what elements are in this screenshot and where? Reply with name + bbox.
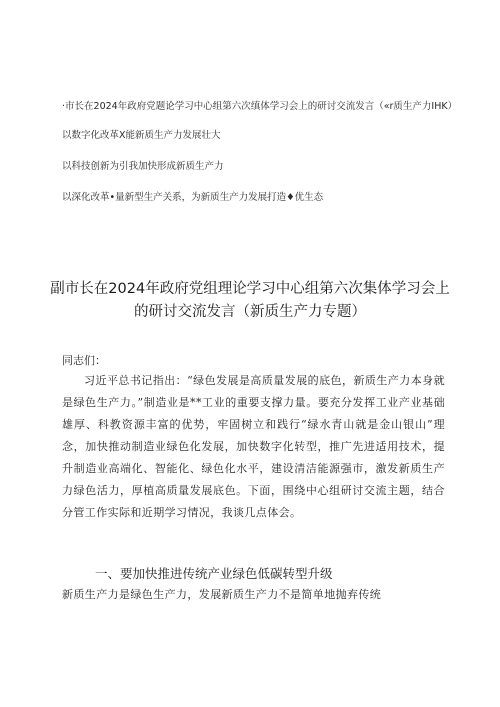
toc-item[interactable]: 以科技创新为引我加快形成新质生产力 — [62, 161, 224, 172]
section-paragraph — [62, 584, 445, 606]
section-heading: 一、要加快推进传统产业绿色低碳转型升级 — [95, 566, 333, 581]
table-of-contents — [62, 99, 462, 206]
body-paragraph-text: 习近平总书记指出：“绿色发展是高质量发展的底色，新质生产力本身就是绿色生产力。”制造业是**工业的重要支撑力量。要充分发挥工业产业基础雄厚、科教资源丰富的优势，牢固树立和践行“绿水青山就是金山银山”理念，加快推动制造业绿色化发展，加快数字化转型，推广先进适用技术，提升制造业高端化、智能化、绿色化水平，建设清洁能源强市，激发新质生产力绿色活力，厚植高质量发展底色。下面，围绕中心组研讨交流主题，结合分管工作实际和近期学习情况，我谈几点体会。 — [62, 374, 445, 519]
toc-item[interactable]: 以深化改革•量新型生产关系，为新质生产力发展打造♦优生态 — [62, 192, 324, 203]
toc-item[interactable]: ·市长在2024年政府党题论学习中心组第六次缜体学习会上的研讨交流发言（«r质生产力IHK） — [62, 101, 458, 112]
section-paragraph-text: 新质生产力是绿色生产力，发展新质生产力不是简单地抛弃传统 — [62, 588, 382, 601]
body-paragraph — [62, 370, 445, 524]
greeting: 同志们： — [62, 354, 106, 367]
document-title: 副市长在2024年政府党组理论学习中心组第六次集体学习会上的研讨交流发言（新质生产力专题） — [50, 281, 450, 320]
toc-item[interactable]: 以数字化改革X能新质生产力发展壮大 — [62, 130, 221, 141]
